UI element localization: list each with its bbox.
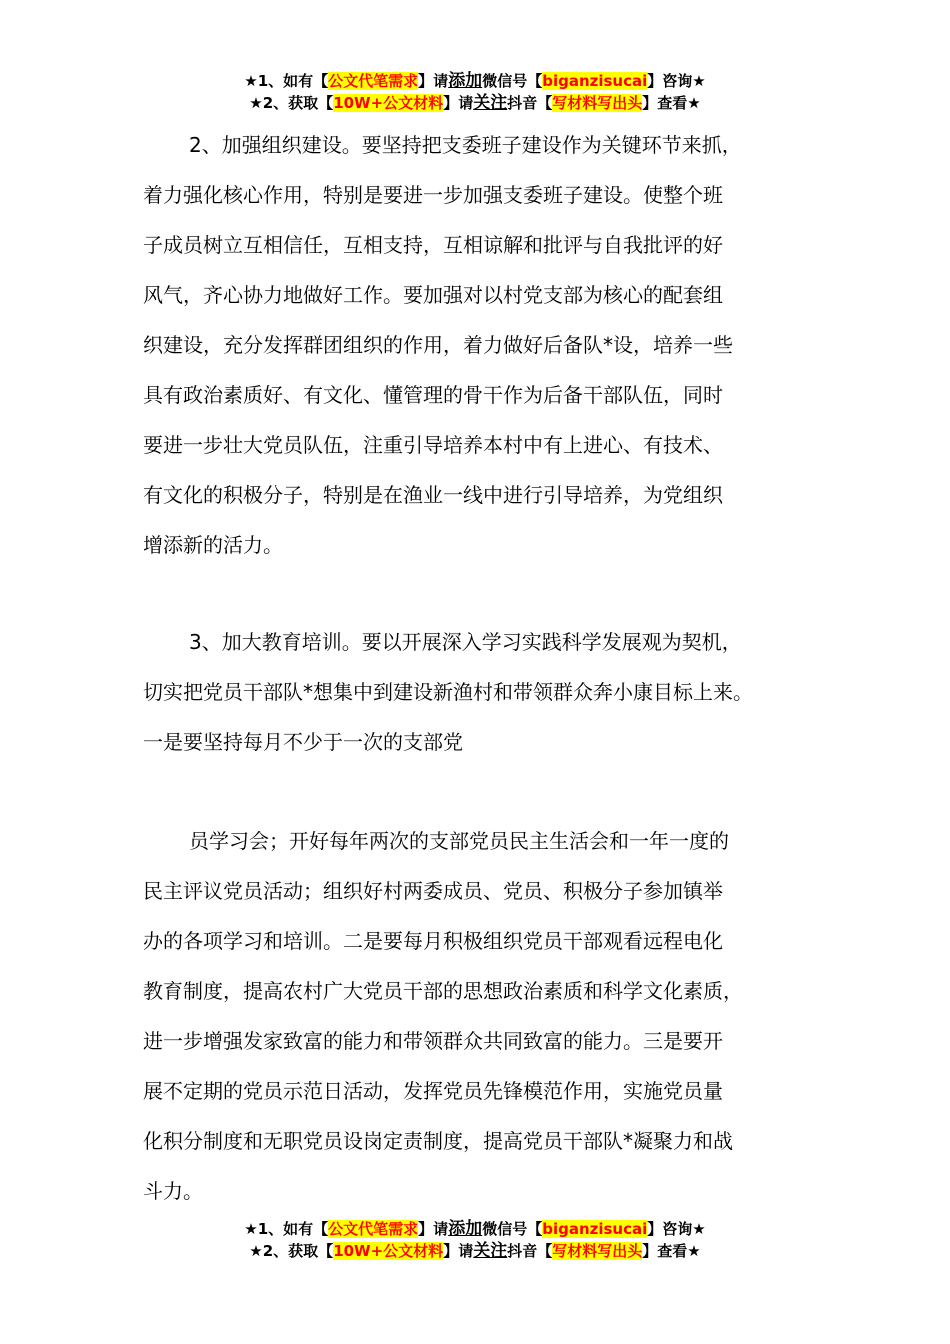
banner-text: 抖音【 xyxy=(507,94,553,112)
text-line: 织建设，充分发挥群团组织的作用，着力做好后备队*设，培养一些 xyxy=(143,333,733,357)
text-line: 办的各项学习和培训。二是要每月积极组织党员干部观看远程电化 xyxy=(143,929,723,953)
text-line: 切实把党员干部队*想集中到建设新渔村和带领群众奔小康目标上来。 xyxy=(143,680,753,704)
highlight-ghostwriting: 公文代笔需求 xyxy=(328,1220,419,1238)
text-line: 2、加强组织建设。要坚持把支委班子建设作为关键环节来抓， xyxy=(189,133,742,157)
banner-text: 】请 xyxy=(418,72,449,90)
banner-line-2 xyxy=(0,1240,950,1262)
banner-text: 微信号【 xyxy=(482,1220,543,1238)
text-line: 教育制度，提高农村广大党员干部的思想政治素质和科学文化素质， xyxy=(143,979,743,1003)
text-line: 进一步增强发家致富的能力和带领群众共同致富的能力。三是要开 xyxy=(143,1029,723,1053)
highlight-materials: 10W+公文材料 xyxy=(333,94,444,112)
paragraph-education xyxy=(143,617,833,767)
text-line: 子成员树立互相信任，互相支持，互相谅解和批评与自我批评的好 xyxy=(143,233,723,257)
text-line: 3、加大教育培训。要以开展深入学习实践科学发展观为契机， xyxy=(189,630,742,654)
banner-line-1 xyxy=(0,70,950,92)
text-line: 员学习会；开好每年两次的支部党员民主生活会和一年一度的 xyxy=(189,829,729,853)
banner-text-emphasis: 关注 xyxy=(473,93,508,113)
highlight-douyin-account: 写材料写出头 xyxy=(552,1242,643,1260)
banner-text-emphasis: 关注 xyxy=(473,1241,508,1261)
highlight-ghostwriting: 公文代笔需求 xyxy=(328,72,419,90)
text-line: 民主评议党员活动；组织好村两委成员、党员、积极分子参加镇举 xyxy=(143,879,723,903)
banner-text: ★1、如有【 xyxy=(244,72,329,90)
paragraph-continuation xyxy=(143,816,833,1216)
banner-line-1 xyxy=(0,1218,950,1240)
banner-text-emphasis: 添加 xyxy=(448,1219,483,1239)
text-line: 风气，齐心协力地做好工作。要加强对以村党支部为核心的配套组 xyxy=(143,283,723,307)
highlight-wechat-id: biganzisucai xyxy=(542,72,648,90)
highlight-douyin-account: 写材料写出头 xyxy=(552,94,643,112)
text-line: 要进一步壮大党员队伍，注重引导培养本村中有上进心、有技术、 xyxy=(143,433,723,457)
banner-text: 】请 xyxy=(418,1220,449,1238)
banner-text: ★1、如有【 xyxy=(244,1220,329,1238)
text-line: 斗力。 xyxy=(143,1179,203,1203)
banner-text: 】咨询★ xyxy=(647,1220,706,1238)
bottom-banner xyxy=(0,1218,950,1262)
banner-text: 微信号【 xyxy=(482,72,543,90)
text-line: 具有政治素质好、有文化、懂管理的骨干作为后备干部队伍，同时 xyxy=(143,383,723,407)
text-line: 有文化的积极分子，特别是在渔业一线中进行引导培养，为党组织 xyxy=(143,483,723,507)
top-banner xyxy=(0,70,950,114)
paragraph-organization xyxy=(143,120,833,570)
banner-text: 】请 xyxy=(443,1242,474,1260)
banner-text: 抖音【 xyxy=(507,1242,553,1260)
highlight-materials: 10W+公文材料 xyxy=(333,1242,444,1260)
text-line: 化积分制度和无职党员设岗定责制度，提高党员干部队*凝聚力和战 xyxy=(143,1129,733,1153)
banner-text-emphasis: 添加 xyxy=(448,71,483,91)
text-line: 展不定期的党员示范日活动，发挥党员先锋模范作用，实施党员量 xyxy=(143,1079,723,1103)
banner-text: 】查看★ xyxy=(642,1242,701,1260)
banner-text: 】咨询★ xyxy=(647,72,706,90)
highlight-wechat-id: biganzisucai xyxy=(542,1220,648,1238)
text-line: 一是要坚持每月不少于一次的支部党 xyxy=(143,730,463,754)
banner-text: ★2、获取【 xyxy=(249,1242,334,1260)
banner-text: 】查看★ xyxy=(642,94,701,112)
banner-text: ★2、获取【 xyxy=(249,94,334,112)
text-line: 着力强化核心作用，特别是要进一步加强支委班子建设。使整个班 xyxy=(143,183,723,207)
banner-text: 】请 xyxy=(443,94,474,112)
banner-line-2 xyxy=(0,92,950,114)
text-line: 增添新的活力。 xyxy=(143,533,283,557)
